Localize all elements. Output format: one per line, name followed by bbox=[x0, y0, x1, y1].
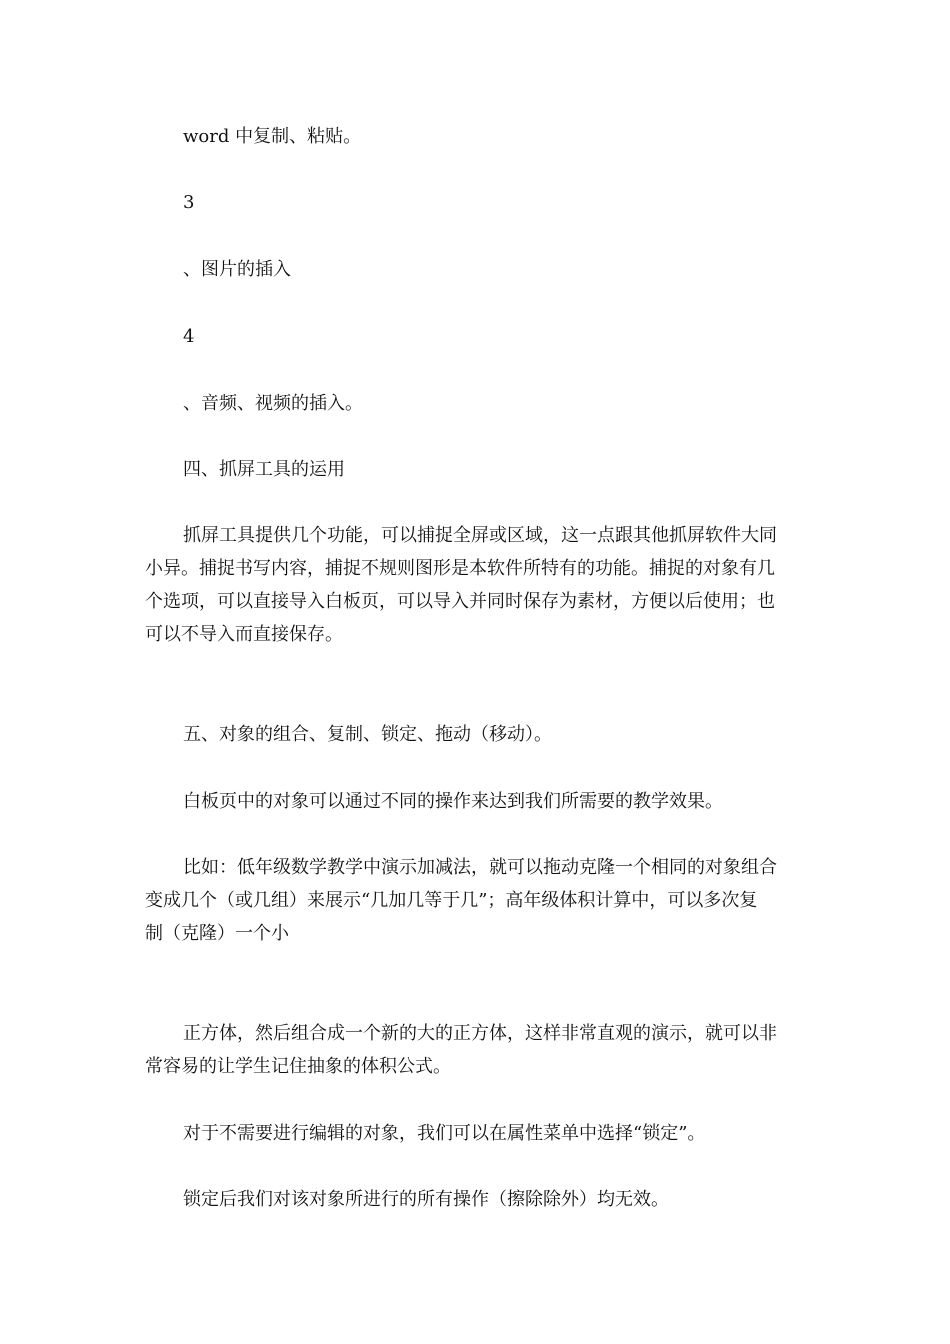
paragraph-lock-object bbox=[145, 1117, 810, 1150]
section-heading-screen-capture bbox=[145, 453, 810, 486]
paragraph-audio-video-insert bbox=[145, 387, 810, 420]
text-line: 白板页中的对象可以通过不同的操作来达到我们所需要的教学效果。 bbox=[183, 791, 723, 812]
text-line: 四、抓屏工具的运用 bbox=[183, 459, 345, 480]
paragraph-whiteboard-objects bbox=[145, 785, 810, 818]
text-line: word 中复制、粘贴。 bbox=[183, 126, 362, 147]
list-number-3 bbox=[145, 186, 810, 219]
text-line: 可以不导入而直接保存。 bbox=[145, 624, 343, 645]
paragraph-word-copy-paste bbox=[145, 120, 810, 153]
paragraph-lock-effect bbox=[145, 1183, 810, 1216]
section-heading-object-operations bbox=[145, 718, 810, 751]
text-line: 正方体，然后组合成一个新的大的正方体，这样非常直观的演示，就可以非 bbox=[183, 1023, 777, 1044]
text-line: 个选项，可以直接导入白板页，可以导入并同时保存为素材，方便以后使用；也 bbox=[145, 591, 775, 612]
paragraph-cube-combine bbox=[145, 1017, 810, 1083]
text-line: 制（克隆）一个小 bbox=[145, 923, 289, 944]
text-line: 变成几个（或几组）来展示“几加几等于几”；高年级体积计算中，可以多次复 bbox=[145, 890, 758, 911]
text-line: 五、对象的组合、复制、锁定、拖动（移动）。 bbox=[183, 724, 552, 745]
text-line: 小异。捕捉书写内容，捕捉不规则图形是本软件所特有的功能。捕捉的对象有几 bbox=[145, 558, 775, 579]
text-line: 对于不需要进行编辑的对象，我们可以在属性菜单中选择“锁定”。 bbox=[183, 1123, 706, 1144]
text-line: 、图片的插入 bbox=[183, 259, 291, 280]
paragraph-example-clone bbox=[145, 851, 810, 950]
text-line: 锁定后我们对该对象所进行的所有操作（擦除除外）均无效。 bbox=[183, 1189, 669, 1210]
text-line: 3 bbox=[183, 192, 195, 213]
text-line: 常容易的让学生记住抽象的体积公式。 bbox=[145, 1056, 451, 1077]
text-line: 、音频、视频的插入。 bbox=[183, 393, 363, 414]
list-number-4 bbox=[145, 320, 810, 353]
paragraph-screen-capture-description bbox=[145, 519, 810, 651]
text-line: 比如：低年级数学教学中演示加减法，就可以拖动克隆一个相同的对象组合 bbox=[183, 857, 777, 878]
text-line: 抓屏工具提供几个功能，可以捕捉全屏或区域，这一点跟其他抓屏软件大同 bbox=[183, 525, 777, 546]
paragraph-image-insert bbox=[145, 253, 810, 286]
text-line: 4 bbox=[183, 326, 195, 347]
